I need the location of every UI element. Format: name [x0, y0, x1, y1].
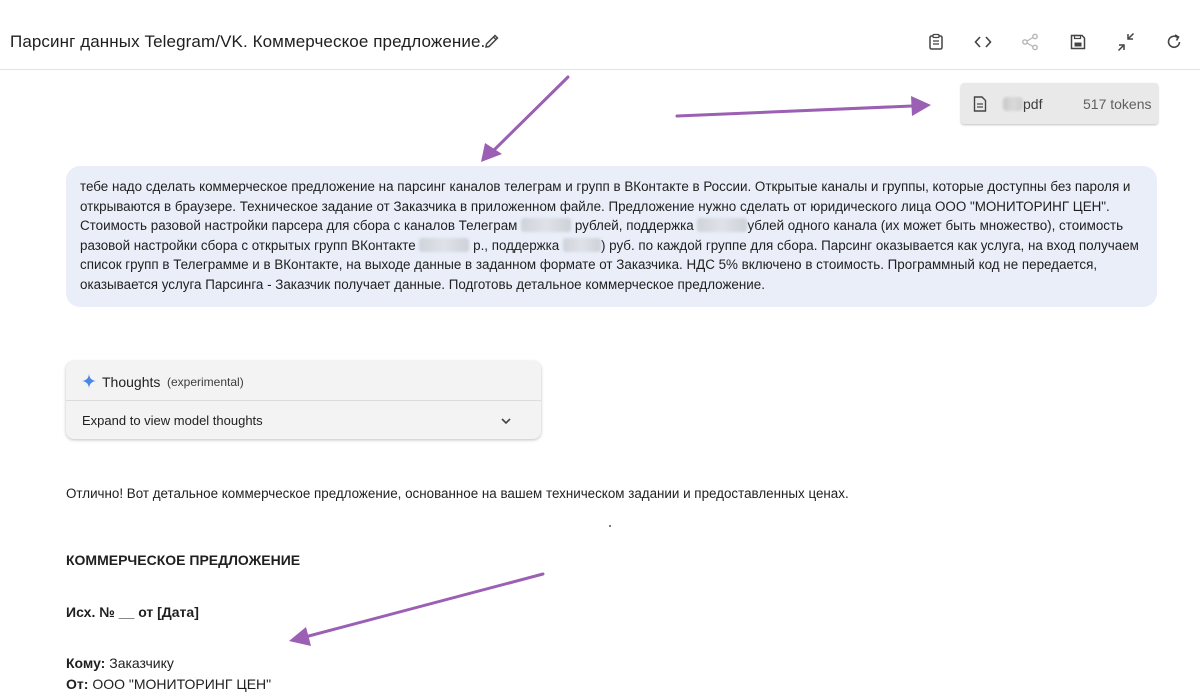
top-bar: [0, 8, 1200, 70]
arrow-to-attachment-head: [911, 96, 931, 116]
recipient-label: Кому:: [66, 655, 106, 671]
attachment-chip[interactable]: [961, 83, 1158, 124]
thoughts-panel: [66, 361, 541, 439]
user-message-text-1: тебе надо сделать коммерческое предложение на парсинг каналов телеграм и групп в ВКонтакте в России. Открытые каналы и группы, которые доступны без пароля и открываются в браузере. Техническое задание от Заказчика в приложенном файле. Предложение нужно сделать от юридического лица ООО "МОНИТОРИНГ ЦЕН". Стоимость разовой настройки парсера для сбора с каналов Телеграм: [80, 179, 1131, 234]
redacted-price: [697, 218, 747, 232]
stray-dot: [609, 525, 611, 527]
user-message-text-3: ублей одного канала (их может быть множество), стоимость разовой настройки сбора с открытых групп ВКонтакте: [80, 218, 1124, 253]
code-icon[interactable]: [973, 32, 993, 52]
arrow-to-attachment: [677, 106, 912, 116]
document-icon: [973, 96, 987, 112]
arrow-to-message: [488, 77, 568, 156]
share-icon[interactable]: [1020, 32, 1040, 52]
redacted-price: [521, 218, 571, 232]
arrow-to-answer-head: [289, 627, 311, 646]
user-message: [66, 166, 1157, 307]
redacted-price: [419, 238, 469, 252]
redacted-filename: [1003, 97, 1023, 111]
answer-reference: Исх. № __ от [Дата]: [66, 604, 199, 620]
thoughts-tag: (experimental): [167, 375, 244, 389]
sender-label: От:: [66, 676, 89, 692]
answer-recipient: [66, 655, 174, 671]
save-icon[interactable]: [1068, 32, 1088, 52]
attachment-token-count: 517 tokens: [1083, 96, 1152, 112]
user-message-text-5: ) руб. по каждой группе для сбора. Парсинг оказывается как услуга, на вход получаем список групп в Телеграмме и в ВКонтакте, на выходе данные в заданном формате от Заказчика. НДС 5% включено в стоимость. Программный код не передается, оказывается услуга Парсинга - Заказчик получает данные. Подготовь детальное коммерческое предложение.: [80, 237, 1139, 292]
answer-sender: [66, 676, 271, 692]
attachment-name: pdf: [1023, 96, 1043, 112]
thoughts-header: [66, 361, 541, 401]
edit-title-icon[interactable]: [483, 32, 501, 50]
collapse-icon[interactable]: [1116, 32, 1136, 52]
answer-intro: Отлично! Вот детальное коммерческое предложение, основанное на вашем техническом задании и предоставленных ценах.: [66, 486, 849, 501]
user-message-text-4: р., поддержка: [473, 237, 560, 253]
arrow-to-answer: [305, 574, 543, 637]
redacted-price: [563, 238, 601, 252]
expand-thoughts-button[interactable]: [66, 401, 541, 439]
expand-thoughts-label: Expand to view model thoughts: [82, 413, 263, 428]
refresh-icon[interactable]: [1164, 32, 1184, 52]
sparkle-icon: [82, 374, 96, 388]
page-title: Парсинг данных Telegram/VK. Коммерческое предложение.: [10, 32, 486, 51]
sender-value: ООО "МОНИТОРИНГ ЦЕН": [92, 676, 272, 692]
chevron-down-icon: [499, 414, 513, 428]
arrow-to-message-head: [481, 143, 502, 162]
thoughts-title: Thoughts: [102, 374, 161, 390]
answer-heading: КОММЕРЧЕСКОЕ ПРЕДЛОЖЕНИЕ: [66, 552, 301, 568]
recipient-value: Заказчику: [109, 655, 174, 671]
user-message-text-2: рублей, поддержка: [574, 218, 694, 234]
clipboard-icon[interactable]: [926, 32, 946, 52]
